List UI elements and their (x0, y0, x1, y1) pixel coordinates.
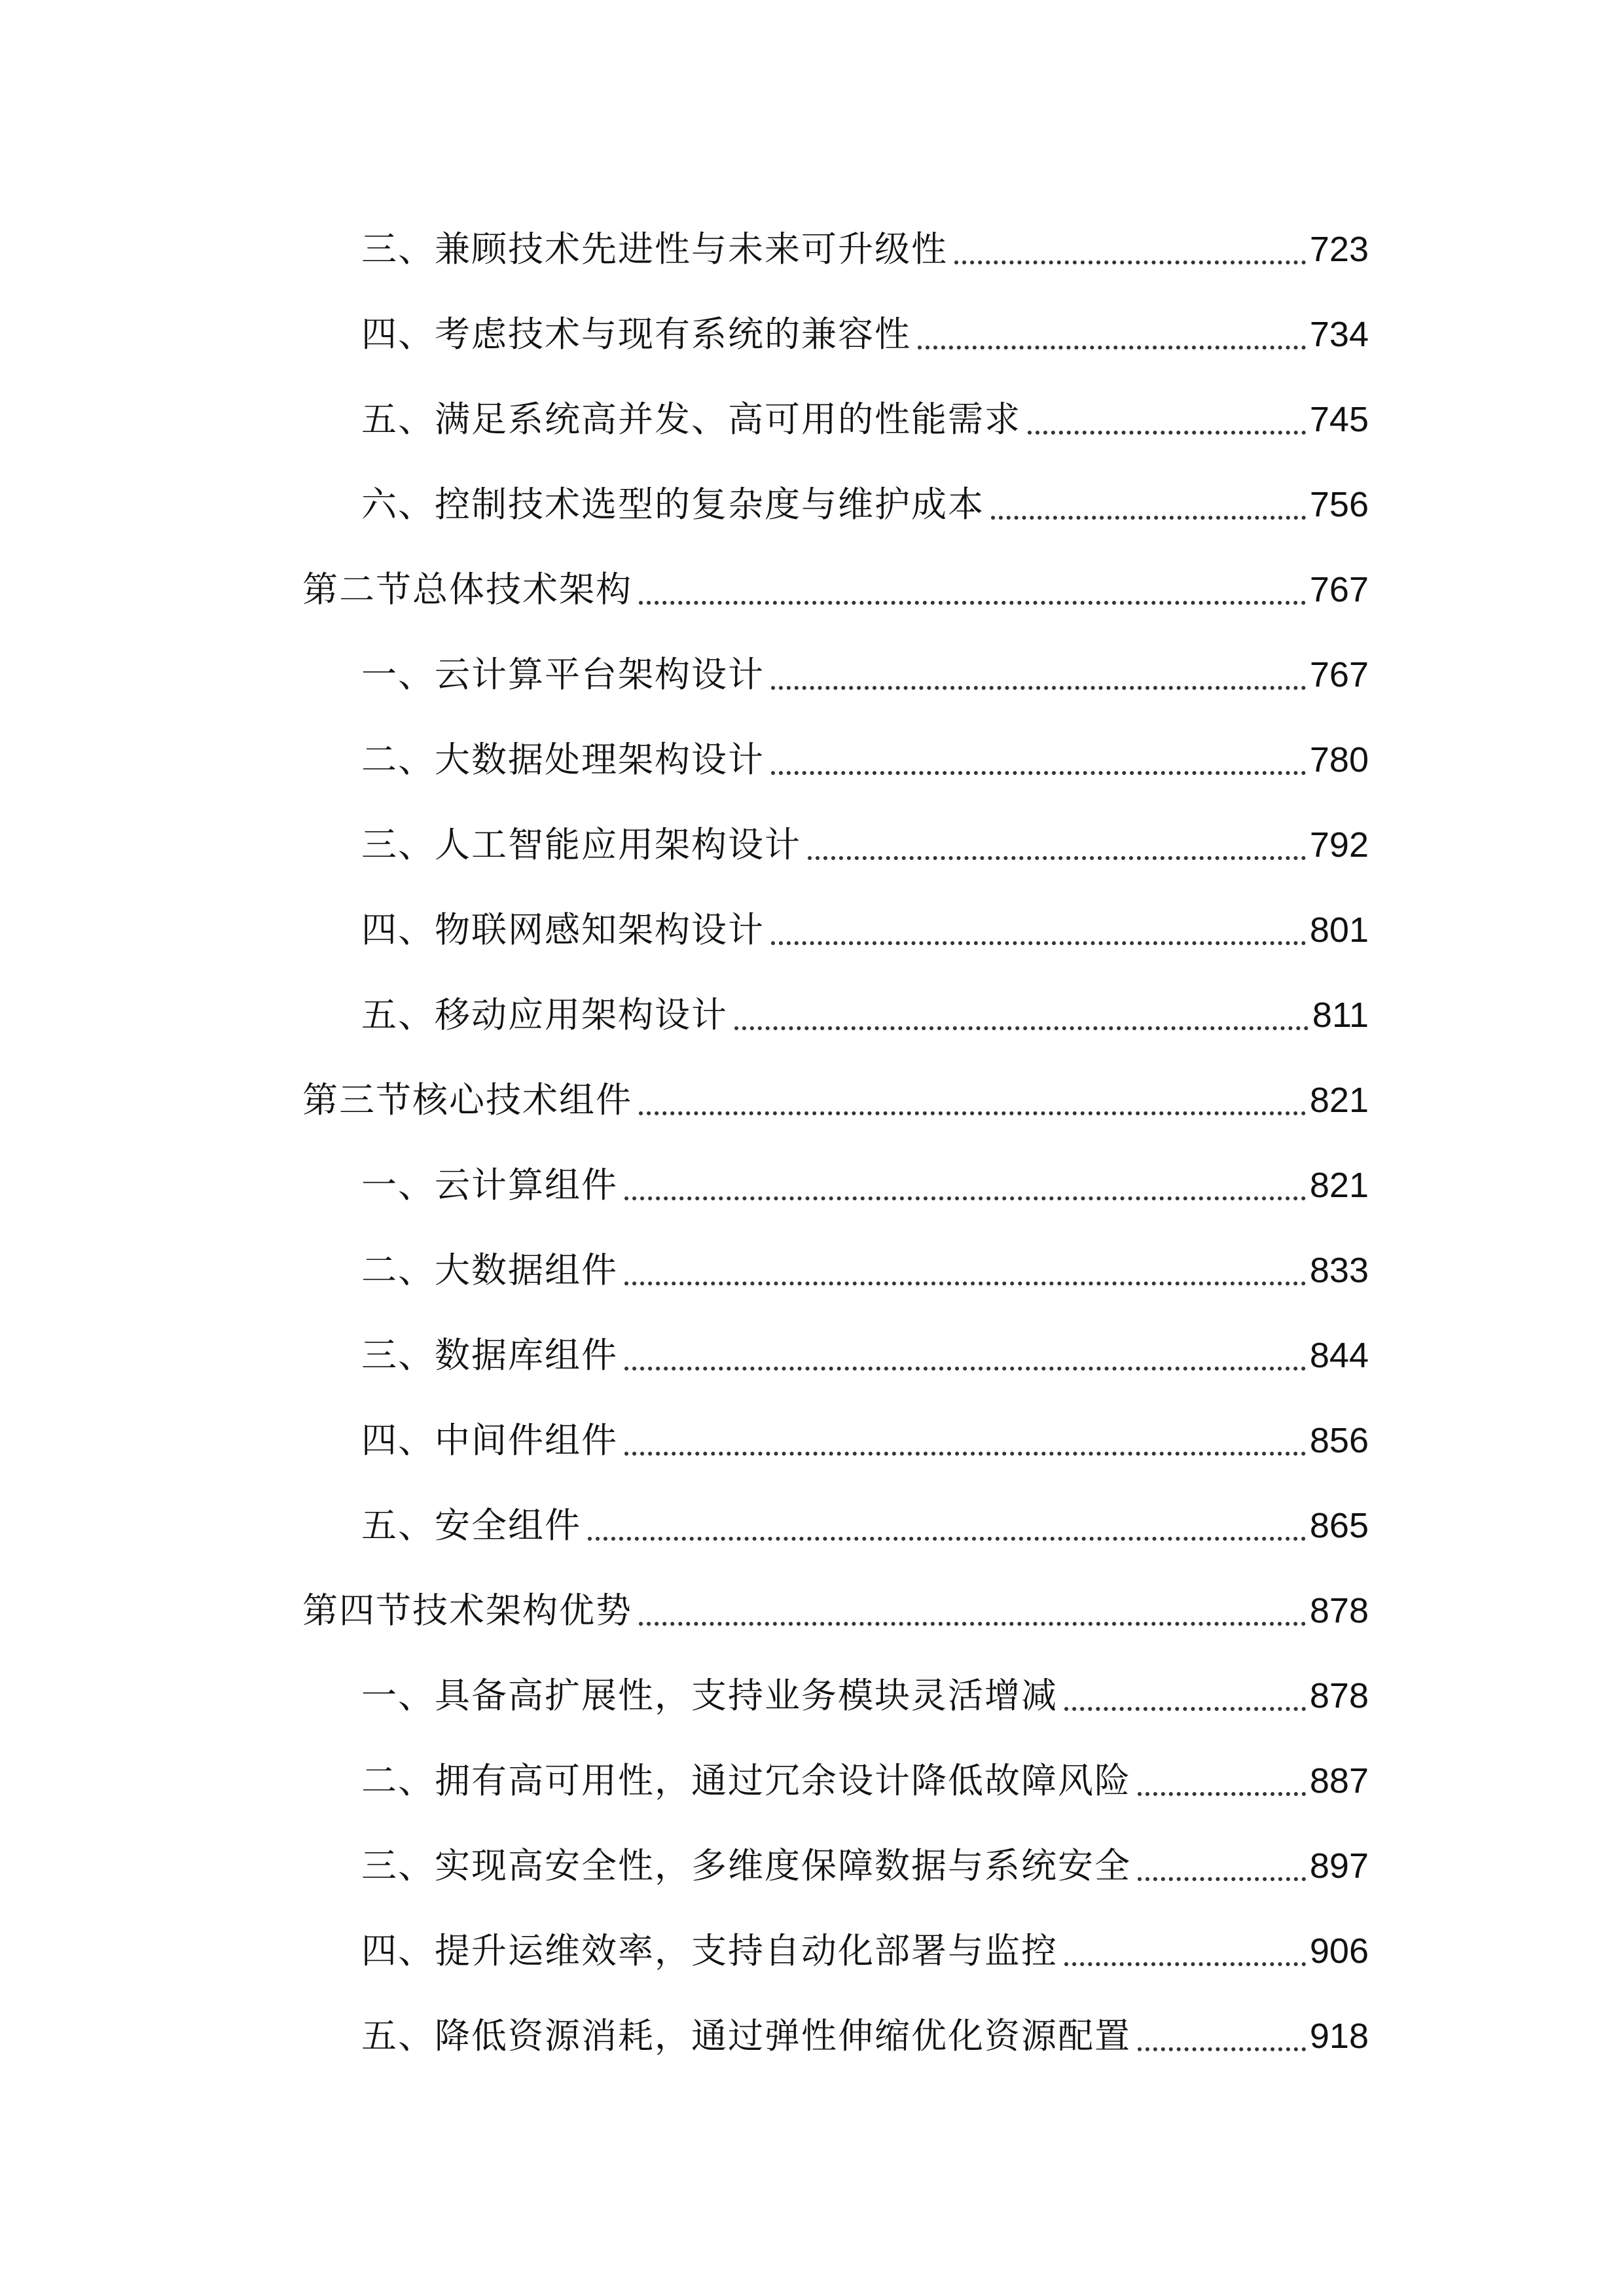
toc-entry-title: 五、满足系统高并发、高可用的性能需求 (361, 399, 1021, 440)
toc-entry-title: 四、提升运维效率，支持自动化部署与监控 (361, 1930, 1058, 1971)
toc-entry-title: 四、考虑技术与现有系统的兼容性 (361, 314, 911, 355)
dot-leader (1028, 431, 1306, 435)
dot-leader (1138, 1792, 1306, 1796)
toc-entry-page-number: 801 (1309, 910, 1369, 950)
dot-leader (624, 1282, 1306, 1285)
toc-entry-page-number: 833 (1309, 1251, 1369, 1290)
toc-section-title: 第四节技术架构优势 (302, 1590, 632, 1631)
toc-entry[interactable] (361, 1740, 1369, 1799)
toc-section-title: 第二节总体技术架构 (302, 569, 632, 610)
toc-entry[interactable] (361, 463, 1369, 525)
toc-entry-title: 一、云计算组件 (361, 1164, 618, 1206)
toc-entry[interactable] (361, 1995, 1369, 2054)
toc-entry[interactable] (361, 1825, 1369, 1884)
dot-leader (624, 1196, 1306, 1200)
toc-entry-title: 三、兼顾技术先进性与未来可升级性 (361, 228, 948, 270)
dot-leader (1064, 1707, 1306, 1711)
toc-entry[interactable] (361, 1655, 1369, 1716)
toc-entry[interactable] (361, 1144, 1369, 1206)
toc-entry[interactable] (361, 889, 1369, 948)
toc-entry-page-number: 878 (1309, 1591, 1369, 1630)
dot-leader (771, 771, 1306, 775)
toc-entry-title: 一、云计算平台架构设计 (361, 654, 765, 695)
toc-entry-page-number: 897 (1309, 1846, 1369, 1886)
dot-leader (624, 1452, 1306, 1456)
toc-entry-page-number: 887 (1309, 1761, 1369, 1801)
toc-entry-page-number: 767 (1309, 570, 1369, 609)
toc-entry[interactable] (361, 1484, 1369, 1546)
toc-entry[interactable] (361, 804, 1369, 863)
toc-section-entry[interactable] (302, 1570, 1369, 1631)
dot-leader (588, 1537, 1306, 1541)
dot-leader (954, 260, 1306, 264)
toc-entry[interactable] (361, 1399, 1369, 1461)
toc-entry-page-number: 767 (1309, 655, 1369, 694)
toc-entry-title: 五、降低资源消耗，通过弹性伸缩优化资源配置 (361, 2015, 1131, 2056)
toc-entry-title: 二、大数据处理架构设计 (361, 739, 765, 780)
toc-entry[interactable] (361, 293, 1369, 355)
toc-entry-title: 四、物联网感知架构设计 (361, 909, 765, 950)
toc-entry-title: 三、实现高安全性，多维度保障数据与系统安全 (361, 1845, 1131, 1886)
dot-leader (771, 686, 1306, 690)
dot-leader (1138, 1877, 1306, 1881)
toc-entry-page-number: 918 (1309, 2017, 1369, 2056)
toc-entry-page-number: 821 (1309, 1081, 1369, 1120)
dot-leader (639, 601, 1306, 605)
dot-leader (639, 1622, 1306, 1626)
toc-entry-page-number: 792 (1309, 825, 1369, 865)
toc-entry-title: 五、安全组件 (361, 1505, 581, 1546)
dot-leader (918, 346, 1306, 350)
toc-entry-title: 三、人工智能应用架构设计 (361, 824, 801, 865)
toc-entry-title: 二、大数据组件 (361, 1249, 618, 1291)
toc-entry-page-number: 734 (1309, 315, 1369, 354)
toc-entry-page-number: 821 (1309, 1166, 1369, 1205)
dot-leader (991, 516, 1306, 520)
dot-leader (639, 1111, 1306, 1115)
toc-entry[interactable] (361, 1910, 1369, 1969)
toc-entry-title: 三、数据库组件 (361, 1335, 618, 1376)
toc-entry[interactable] (361, 1229, 1369, 1291)
toc-entry-page-number: 756 (1309, 485, 1369, 524)
toc-entry-page-number: 811 (1312, 996, 1369, 1035)
toc-entry-page-number: 745 (1309, 400, 1369, 439)
toc-entry[interactable] (361, 974, 1369, 1033)
toc-entry-title: 一、具备高扩展性，支持业务模块灵活增减 (361, 1675, 1058, 1716)
dot-leader (1064, 1962, 1306, 1966)
dot-leader (624, 1367, 1306, 1371)
toc-entry-title: 二、拥有高可用性，通过冗余设计降低故障风险 (361, 1760, 1131, 1801)
toc-entry-page-number: 844 (1309, 1336, 1369, 1375)
toc-entry[interactable] (361, 719, 1369, 778)
dot-leader (808, 856, 1306, 860)
toc-section-title: 第三节核心技术组件 (302, 1079, 632, 1121)
toc-section-entry[interactable] (302, 1059, 1369, 1121)
toc-entry-page-number: 865 (1309, 1506, 1369, 1545)
toc-entry[interactable] (361, 1314, 1369, 1376)
toc-entry[interactable] (361, 634, 1369, 695)
toc-entry-page-number: 723 (1309, 230, 1369, 269)
dot-leader (771, 941, 1306, 945)
toc-entry-title: 五、移动应用架构设计 (361, 994, 728, 1035)
toc-section-entry[interactable] (302, 548, 1369, 610)
dot-leader (1138, 2047, 1306, 2051)
toc-entry-page-number: 780 (1309, 740, 1369, 780)
toc-entry-page-number: 906 (1309, 1931, 1369, 1971)
toc-entry-title: 四、中间件组件 (361, 1420, 618, 1461)
toc-entry-title: 六、控制技术选型的复杂度与维护成本 (361, 484, 984, 525)
toc-entry-page-number: 878 (1309, 1676, 1369, 1715)
toc-entry[interactable] (361, 208, 1369, 270)
dot-leader (734, 1026, 1308, 1030)
toc-entry-page-number: 856 (1309, 1421, 1369, 1460)
toc-entry[interactable] (361, 378, 1369, 440)
